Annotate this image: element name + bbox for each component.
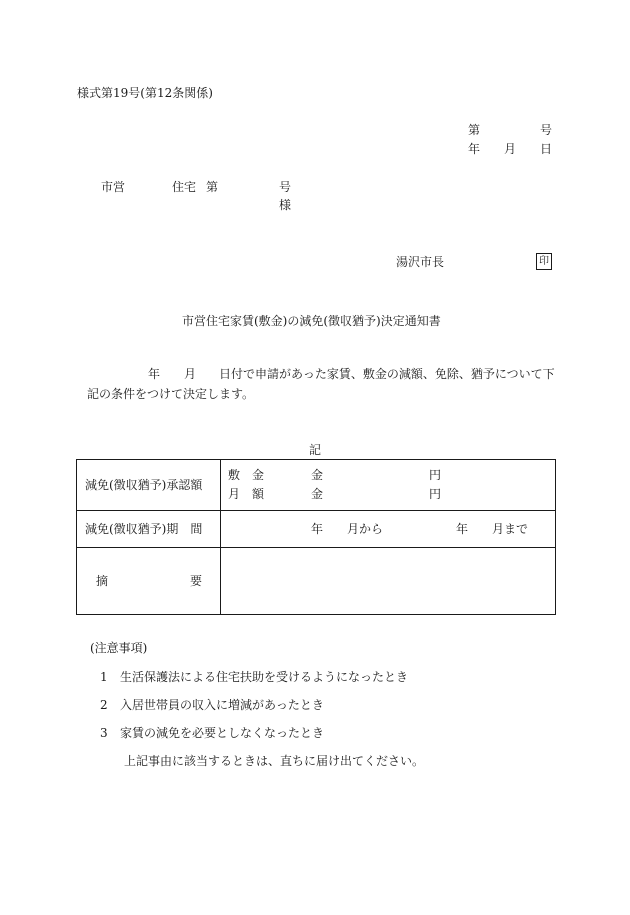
- date-year: 年: [468, 142, 481, 156]
- remarks-label-cell: [77, 548, 221, 615]
- approved-amount-value-cell: [221, 460, 556, 511]
- period-from: 月から: [347, 522, 384, 536]
- body-line1: 日付で申請があった家賃、敷金の減額、免除、猶予について下: [219, 367, 555, 381]
- getsugaku-label: 月 額: [228, 487, 265, 501]
- period-year: 年: [311, 522, 324, 536]
- note-num-2: 2: [100, 698, 108, 712]
- shikikin-kin: 金: [311, 468, 324, 482]
- notes-heading: (注意事項): [90, 641, 148, 655]
- notes-footer: 上記事由に該当するときは、直ちに届け出てください。: [124, 754, 425, 768]
- period-value-cell: [221, 511, 556, 548]
- seal-stamp: 印: [536, 253, 552, 270]
- addressee-jutaku: 住宅: [172, 180, 197, 194]
- note-text-3: 家賃の減免を必要としなくなったとき: [120, 726, 325, 740]
- period-year2: 年: [456, 522, 469, 536]
- date-month: 月: [504, 142, 517, 156]
- body-line2: 記の条件をつけて決定します。: [87, 387, 255, 401]
- remarks-label-a: 摘: [96, 574, 109, 588]
- table-row-approved-amount: [77, 460, 556, 511]
- form-number: 様式第19号(第12条関係): [77, 86, 213, 100]
- note-text-2: 入居世帯員の収入に増減があったとき: [120, 698, 324, 712]
- period-label: 減免(徴収猶予)期 間: [85, 522, 203, 536]
- approved-amount-label-cell: [77, 460, 221, 511]
- doc-number-suffix: 号: [540, 123, 553, 137]
- period-label-cell: [77, 511, 221, 548]
- document-title: 市営住宅家賃(敷金)の減免(徴収猶予)決定通知書: [182, 314, 441, 328]
- body-year: 年: [148, 367, 161, 381]
- decision-table: [76, 459, 556, 615]
- date-day: 日: [540, 142, 553, 156]
- body-month: 月: [184, 367, 197, 381]
- doc-number-prefix: 第: [468, 123, 481, 137]
- getsugaku-yen: 円: [429, 487, 442, 501]
- period-until: 月まで: [492, 522, 529, 536]
- addressee-go: 号: [279, 180, 292, 194]
- remarks-value-cell: [221, 548, 556, 615]
- shikikin-label: 敷 金: [228, 468, 265, 482]
- table-row-remarks: [77, 548, 556, 615]
- note-text-1: 生活保護法による住宅扶助を受けるようになったとき: [120, 670, 409, 684]
- shikikin-yen: 円: [429, 468, 442, 482]
- remarks-label-b: 要: [190, 574, 203, 588]
- note-num-3: 3: [100, 726, 108, 740]
- getsugaku-kin: 金: [311, 487, 324, 501]
- approved-amount-label: 減免(徴収猶予)承認額: [85, 478, 203, 492]
- addressee-dai: 第: [206, 180, 219, 194]
- addressee-sama: 様: [279, 198, 292, 212]
- note-num-1: 1: [100, 670, 108, 684]
- ki-label: 記: [309, 443, 322, 457]
- addressee-shiei: 市営: [101, 180, 126, 194]
- issuer-name: 湯沢市長: [396, 255, 445, 269]
- table-row-period: [77, 511, 556, 548]
